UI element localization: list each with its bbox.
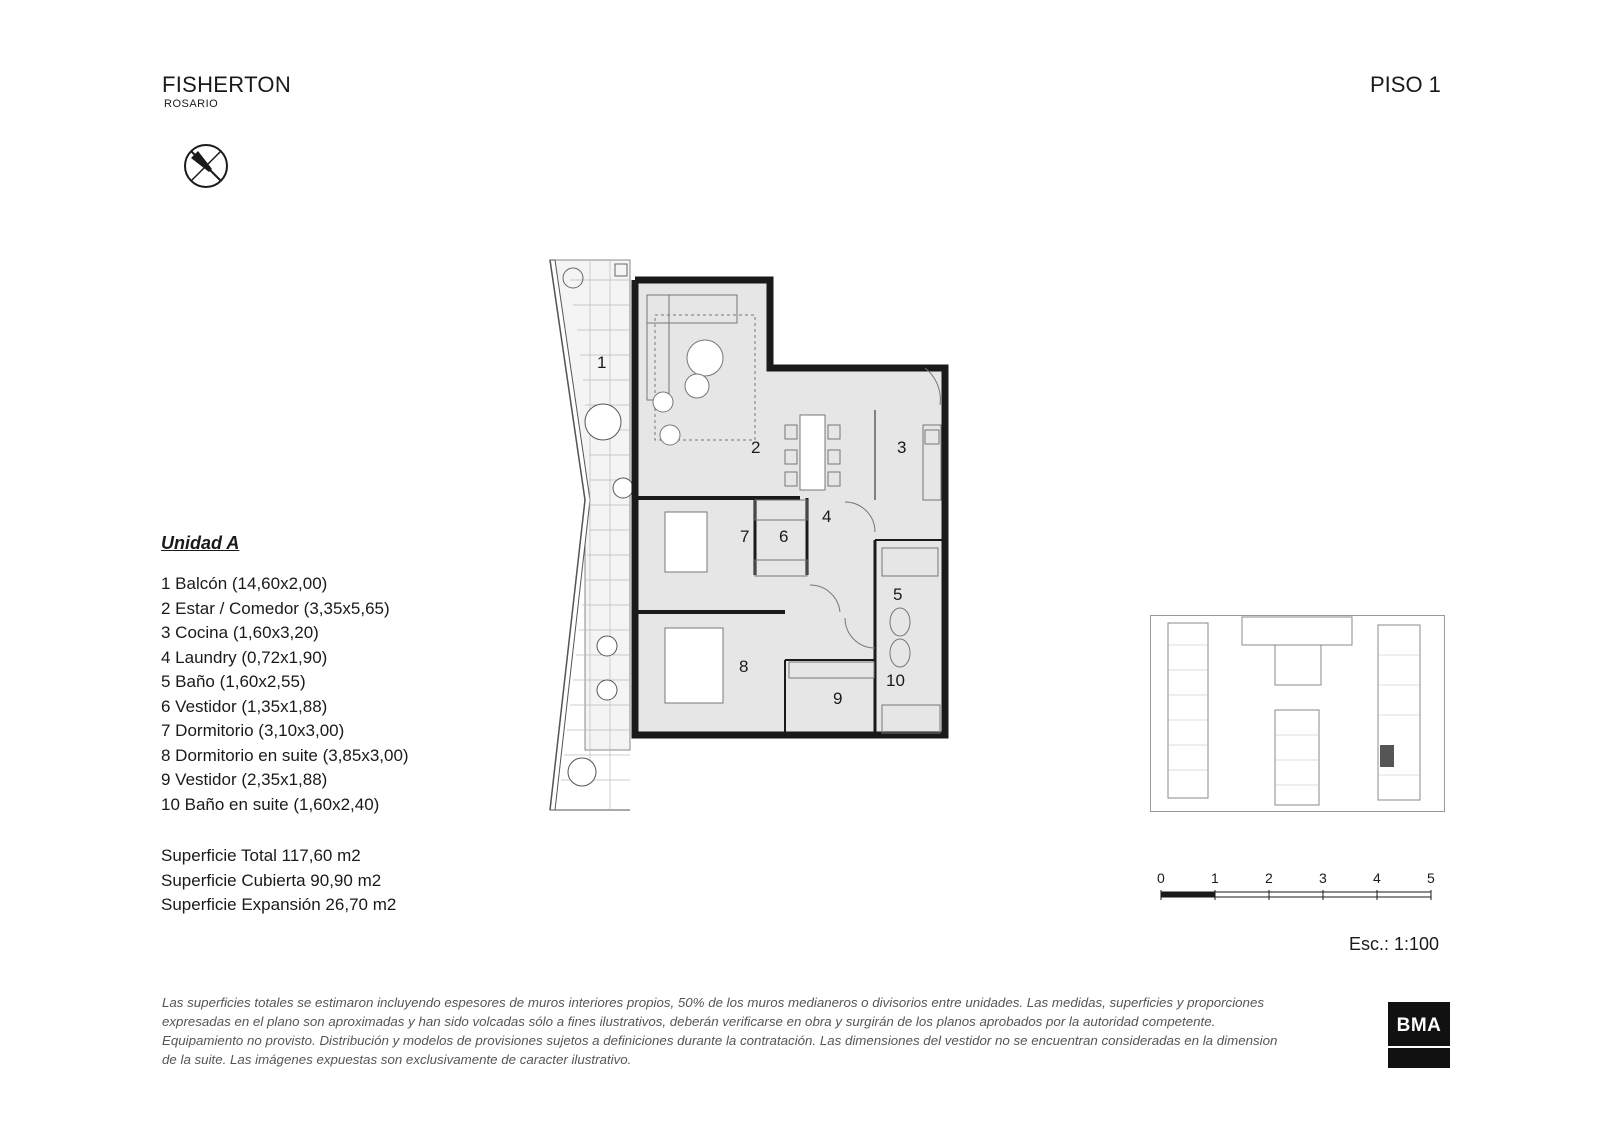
area-expansion: Superficie Expansión 26,70 m2 (161, 895, 397, 914)
project-city: ROSARIO (164, 98, 219, 110)
area-summary (161, 844, 396, 918)
scale-tick-label: 4 (1373, 870, 1381, 886)
room-label-2: 2 (751, 438, 761, 457)
room-item: 6 Vestidor (1,35x1,88) (161, 696, 328, 716)
area-covered: Superficie Cubierta 90,90 m2 (161, 870, 382, 890)
floor-label: PISO 1 (1370, 72, 1441, 97)
balcony-area (550, 260, 633, 810)
room-item: 8 Dormitorio en suite (3,85x3,00) (161, 745, 409, 765)
floor-plan (545, 250, 985, 840)
room-label-4: 4 (822, 507, 832, 526)
room-label-9: 9 (833, 689, 843, 708)
bma-logo (1388, 1002, 1450, 1068)
room-label-7: 7 (740, 527, 750, 546)
scale-tick-label: 2 (1265, 870, 1273, 886)
scale-tick-label: 5 (1427, 870, 1435, 886)
room-item: 9 Vestidor (2,35x1,88) (161, 770, 328, 789)
room-label-8: 8 (739, 657, 749, 676)
room-item: 4 Laundry (0,72x1,90) (161, 647, 328, 667)
unit-title: Unidad A (161, 533, 240, 553)
north-arrow-icon (182, 142, 230, 190)
room-item: 1 Balcón (14,60x2,00) (161, 574, 328, 593)
room-list (161, 572, 409, 817)
room-label-10: 10 (886, 671, 905, 690)
scale-tick-label: 3 (1319, 870, 1327, 886)
room-item: 7 Dormitorio (3,10x3,00) (161, 721, 345, 740)
room-item: 3 Cocina (1,60x3,20) (161, 623, 319, 642)
room-item: 10 Baño en suite (1,60x2,40) (161, 794, 380, 814)
room-label-3: 3 (897, 438, 907, 457)
scale-tick-label: 0 (1157, 870, 1165, 886)
room-label-1: 1 (597, 353, 607, 372)
key-plan-unit-highlight (1380, 745, 1394, 767)
scale-tick-label: 1 (1211, 870, 1219, 886)
disclaimer: Las superficies totales se estimaron incluyendo espesores de muros interiores propios, 50% de los muros medianeros o divisorios entre unidades. Las medidas, superficies y proporciones expresadas en el plano son aproximadas y han sido volcadas sólo a fines ilustrativos, deberán verificarse en obra y surgirán de los planos aprobados por la autoridad competente. Equipamiento no provisto. Distribución y modelos de provisiones sujetos a definiciones durante la contratación. Las dimensiones del vestidor no se encuentran consideradas en la dimension de la suite. Las imágenes expuestas son exclusivamente de caracter ilustrativo. (162, 995, 1278, 1067)
room-label-5: 5 (893, 585, 903, 604)
key-plan (1150, 615, 1445, 812)
scale-label: Esc.: 1:100 (1349, 934, 1440, 954)
project-title: FISHERTON (162, 72, 292, 97)
area-total: Superficie Total 117,60 m2 (161, 846, 361, 865)
room-item: 2 Estar / Comedor (3,35x5,65) (161, 598, 390, 618)
room-label-6: 6 (779, 527, 789, 546)
room-item: 5 Baño (1,60x2,55) (161, 672, 306, 691)
scale-bar (1157, 870, 1460, 910)
logo-text: BMA (1396, 1015, 1442, 1036)
